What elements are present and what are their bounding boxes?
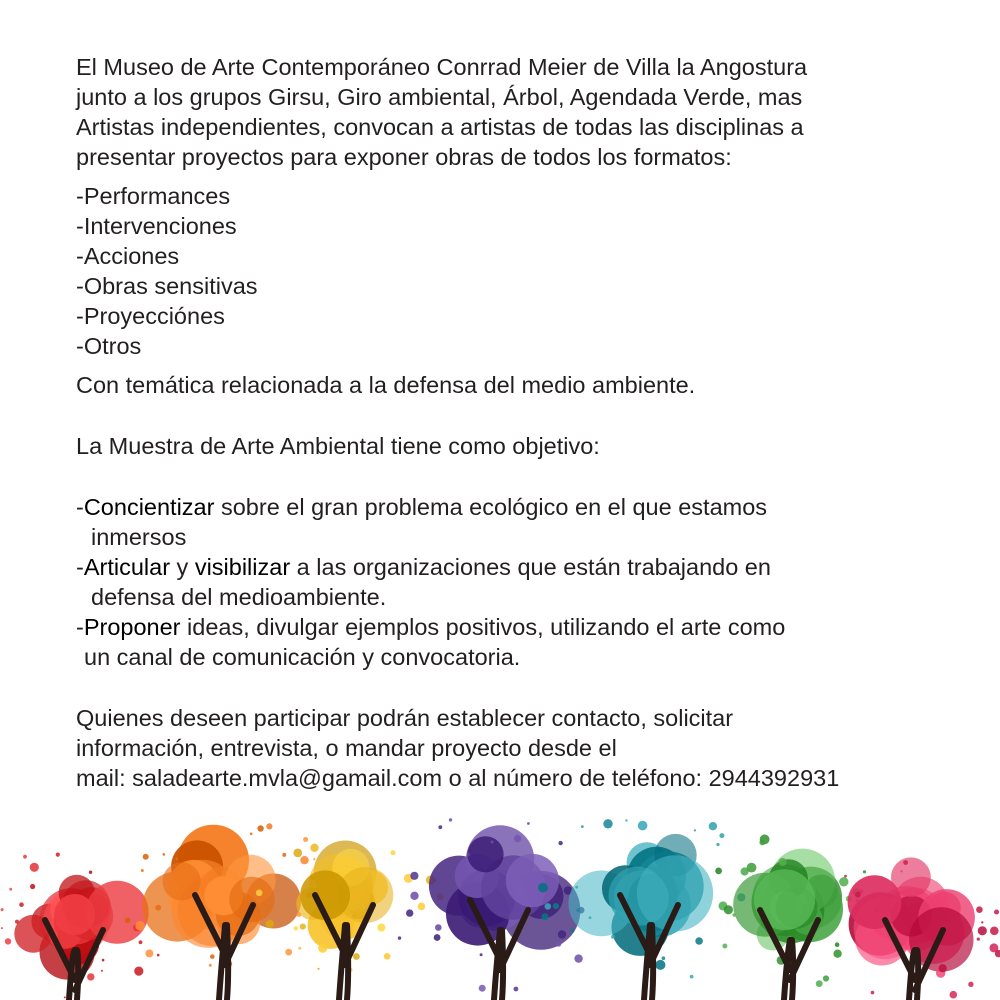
announcement-text xyxy=(76,52,976,793)
intro-line-2: junto a los grupos Girsu, Giro ambiental, Árbol, Agendada Verde, mas xyxy=(76,84,803,110)
contact-line-1: Quienes deseen participar podrán establecer contacto, solicitar xyxy=(76,705,734,731)
objectives-list xyxy=(76,492,976,672)
watercolor-trees-illustration xyxy=(0,800,1000,1000)
format-item: -Obras sensitivas xyxy=(76,273,258,299)
objective-keyword: Proponer xyxy=(83,614,181,640)
objective-continuation: un canal de comunicación y convocatoria. xyxy=(84,644,521,670)
format-item: -Intervenciones xyxy=(76,213,237,239)
objective-item: -Concientizar sobre el gran problema ecológico en el que estamos inmersos xyxy=(76,492,976,552)
splash-tree xyxy=(715,835,866,1000)
theme-line: Con temática relacionada a la defensa del medio ambiente. xyxy=(76,372,696,398)
format-item: -Acciones xyxy=(76,243,180,269)
intro-line-3: Artistas independientes, convocan a artistas de todas las disciplinas a xyxy=(76,114,804,140)
objective-item: -Articular y visibilizar a las organizaciones que están trabajando en defensa del medioambiente. xyxy=(76,552,976,612)
intro-line-1: El Museo de Arte Contemporáneo Conrrad Meier de Villa la Angostura xyxy=(76,54,808,80)
objective-heading: La Muestra de Arte Ambiental tiene como objetivo: xyxy=(76,433,600,459)
intro-line-4: presentar proyectos para exponer obras de todos los formatos: xyxy=(76,144,732,170)
format-item: -Otros xyxy=(76,333,142,359)
objective-continuation: defensa del medioambiente. xyxy=(91,584,387,610)
splash-tree xyxy=(538,819,745,1000)
contact-line-2: información, entrevista, o mandar proyecto desde el xyxy=(76,735,617,761)
objective-keyword: visibilizar xyxy=(194,554,291,580)
contact-line-3: mail: saladearte.mvla@gamail.com o al número de teléfono: 2944392931 xyxy=(76,765,840,791)
splash-tree xyxy=(125,823,315,1000)
objective-keyword: Concientizar xyxy=(83,494,215,520)
objective-keyword: Articular xyxy=(83,554,171,580)
contact-block xyxy=(76,703,976,793)
email-link[interactable]: saladearte.mvla@gamail.com xyxy=(132,765,443,791)
splash-tree xyxy=(844,857,1000,1000)
objective-continuation: inmersos xyxy=(91,524,187,550)
phone-number[interactable]: 2944392931 xyxy=(708,765,840,791)
format-item: -Performances xyxy=(76,183,231,209)
format-item: -Proyecciónes xyxy=(76,303,225,329)
formats-list xyxy=(76,181,976,361)
objective-item: -Proponer ideas, divulgar ejemplos positivos, utilizando el arte como un canal de comunicación y convocatoria. xyxy=(76,612,976,672)
